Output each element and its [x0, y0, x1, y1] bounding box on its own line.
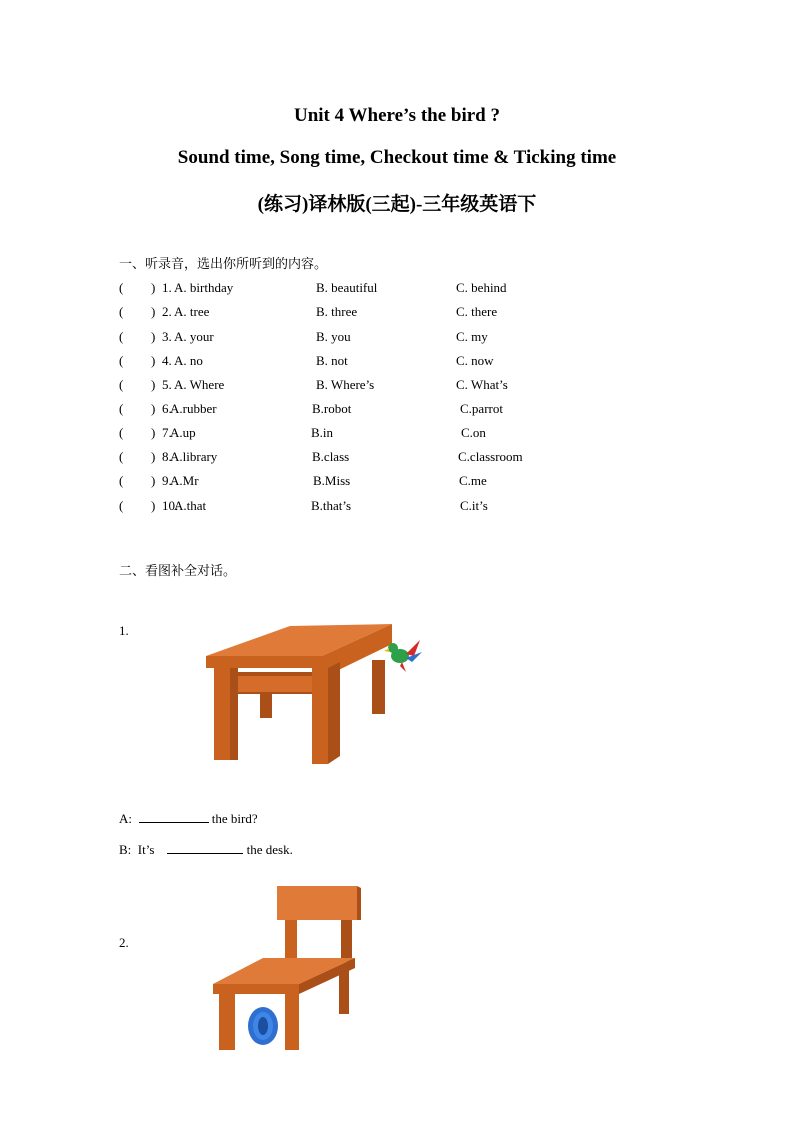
paren-close: ) [151, 280, 156, 295]
option-c: C. behind [456, 280, 507, 295]
item1-number: 1. [119, 623, 129, 638]
option-b: B.that’s [311, 498, 352, 513]
paren-open: ( [119, 304, 124, 319]
question-number: 1. [162, 280, 172, 295]
desk-front-leg-right [312, 668, 328, 764]
option-c: C. there [456, 304, 498, 319]
paren-close: ) [151, 329, 156, 344]
chair-back-post-left [285, 920, 297, 962]
question-row [119, 329, 679, 349]
item1-answer-blank-a[interactable] [139, 810, 209, 823]
question-row [119, 425, 679, 445]
paren-open: ( [119, 473, 124, 488]
chair-leg-front-right [285, 994, 299, 1050]
option-b: B.Miss [313, 473, 351, 488]
paren-open: ( [119, 377, 124, 392]
item1-b-label: B: It’s [119, 842, 155, 857]
option-b: B. beautiful [316, 280, 378, 295]
title-line-3: (练习)译林版(三起)-三年级英语下 [257, 194, 537, 215]
option-a: A.up [170, 425, 196, 440]
chair-back-post-right [341, 920, 352, 962]
question-row [119, 473, 679, 493]
option-a: A. Where [174, 377, 225, 392]
option-c: C. now [456, 353, 494, 368]
option-c: C.it’s [460, 498, 488, 513]
paren-close: ) [151, 401, 156, 416]
chair-picture [205, 880, 375, 1055]
paren-close: ) [151, 353, 156, 368]
option-b: B. three [316, 304, 358, 319]
chair-leg-front-left [219, 994, 235, 1050]
option-c: C.me [459, 473, 487, 488]
question-number: 5. [162, 377, 172, 392]
item1-line-b [119, 841, 293, 858]
question-row [119, 304, 679, 324]
title-line-1: Unit 4 Where’s the bird ? [293, 105, 500, 126]
question-number: 8. [162, 449, 172, 464]
option-c: C. my [456, 329, 488, 344]
paren-open: ( [119, 280, 124, 295]
item1-line-a [119, 810, 258, 827]
option-b: B. Where’s [316, 377, 375, 392]
option-a: A.library [170, 449, 218, 464]
question-number: 2. [162, 304, 172, 319]
paren-open: ( [119, 425, 124, 440]
option-a: A.that [174, 498, 207, 513]
chair-leg-back-right [339, 968, 349, 1014]
chair-back-panel [277, 886, 357, 920]
option-b: B. not [316, 353, 348, 368]
paren-close: ) [151, 498, 156, 513]
ball-icon [248, 1007, 278, 1045]
paren-close: ) [151, 473, 156, 488]
item1-b-text: the desk. [246, 842, 293, 857]
item1-a-text: the bird? [211, 811, 258, 826]
desk-picture [200, 620, 430, 770]
option-b: B.class [312, 449, 350, 464]
desk-front [206, 656, 322, 668]
question-number: 7. [162, 425, 172, 440]
paren-open: ( [119, 401, 124, 416]
option-c: C.parrot [460, 401, 503, 416]
part2-heading: 二、看图补全对话。 [119, 564, 237, 579]
item1-answer-blank-b[interactable] [167, 841, 243, 854]
desk-shelf-inner [226, 676, 316, 692]
question-row [119, 401, 679, 421]
question-row [119, 377, 679, 397]
paren-open: ( [119, 498, 124, 513]
item1-a-label: A: [119, 811, 132, 826]
question-number: 6. [162, 401, 172, 416]
option-b: B.robot [312, 401, 352, 416]
desk-back-leg-right [372, 660, 385, 714]
option-b: B.in [311, 425, 334, 440]
question-number: 9. [162, 473, 172, 488]
question-row [119, 498, 679, 518]
question-row [119, 449, 679, 469]
option-c: C.classroom [458, 449, 523, 464]
paren-open: ( [119, 353, 124, 368]
option-a: A.Mr [170, 473, 199, 488]
option-a: A. birthday [174, 280, 234, 295]
option-a: A. tree [174, 304, 210, 319]
parrot-icon [384, 640, 422, 672]
item2-number: 2. [119, 935, 129, 950]
option-c: C.on [461, 425, 486, 440]
question-number: 4. [162, 353, 172, 368]
paren-close: ) [151, 377, 156, 392]
option-c: C. What’s [456, 377, 508, 392]
paren-close: ) [151, 304, 156, 319]
desk-front-leg-left-side [230, 668, 238, 760]
option-b: B. you [316, 329, 351, 344]
option-a: A.rubber [170, 401, 217, 416]
desk-front-leg-right-side [328, 662, 340, 764]
paren-close: ) [151, 425, 156, 440]
paren-open: ( [119, 329, 124, 344]
question-row [119, 280, 679, 300]
question-number: 10. [162, 498, 179, 513]
paren-open: ( [119, 449, 124, 464]
paren-close: ) [151, 449, 156, 464]
question-number: 3. [162, 329, 172, 344]
option-a: A. your [174, 329, 214, 344]
part1-heading: 一、听录音，选出你所听到的内容。 [119, 257, 328, 272]
question-row [119, 353, 679, 373]
option-a: A. no [174, 353, 203, 368]
title-line-2: Sound time, Song time, Checkout time & Ticking time [177, 147, 617, 168]
